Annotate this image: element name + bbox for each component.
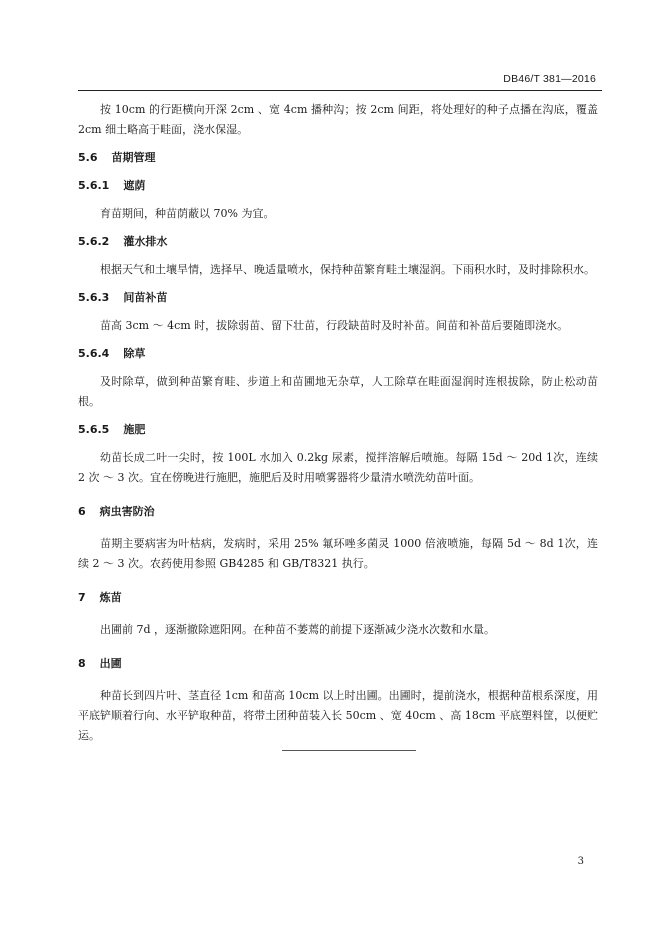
paragraph-pest-control: 苗期主要病害为叶枯病，发病时，采用 25% 氟环唑多菌灵 1000 倍液喷施，每隔 5d ～ 8d 1次，连续 2 ～ 3 次。农药使用参照 GB4285 和 GB/T8321 执行。 (78, 537, 598, 570)
section-title: 施肥 (123, 423, 146, 436)
heading-5-6-3 (78, 288, 598, 308)
section-number: 5.6.2 (78, 235, 110, 248)
heading-8 (78, 654, 598, 674)
section-number: 5.6 (78, 151, 98, 164)
end-of-document-rule (282, 750, 416, 751)
section-number: 5.6.4 (78, 347, 110, 360)
paragraph-weeding: 及时除草，做到种苗繁育畦、步道上和苗圃地无杂草，人工除草在畦面湿润时连根拔除，防止松动苗根。 (78, 375, 598, 408)
document-body (78, 100, 598, 746)
paragraph-sowing: 按 10cm 的行距横向开深 2cm 、宽 4cm 播种沟；按 2cm 间距，将处理好的种子点播在沟底，覆盖 2cm 细土略高于畦面，浇水保湿。 (78, 103, 598, 136)
section-title: 苗期管理 (111, 151, 156, 164)
section-number: 8 (78, 657, 86, 670)
section-title: 病虫害防治 (99, 505, 155, 518)
section-title: 遮荫 (123, 179, 146, 192)
document-code: DB46/T 381—2016 (503, 73, 596, 85)
section-number: 7 (78, 591, 86, 604)
section-number: 5.6.5 (78, 423, 110, 436)
section-title: 灌水排水 (123, 235, 168, 248)
heading-5-6-5 (78, 420, 598, 440)
paragraph-hardening: 出圃前 7d ，逐渐撤除遮阳网。在种苗不萎蔫的前提下逐渐减少浇水次数和水量。 (100, 623, 496, 636)
paragraph-fertilizing: 幼苗长成二叶一尖时，按 100L 水加入 0.2kg 尿素，搅拌溶解后喷施。每隔 15d ～ 20d 1次，连续 2 次 ～ 3 次。宜在傍晚进行施肥，施肥后及时用喷雾器将少量清水喷洗幼苗叶面。 (78, 451, 598, 484)
section-number: 6 (78, 505, 86, 518)
header-rule (78, 90, 602, 91)
heading-5-6-4 (78, 344, 598, 364)
heading-5-6-1 (78, 176, 598, 196)
section-number: 5.6.3 (78, 291, 110, 304)
paragraph-thinning: 苗高 3cm ～ 4cm 时，拔除弱苗、留下壮苗，行段缺苗时及时补苗。间苗和补苗后要随即浇水。 (100, 319, 569, 332)
paragraph-outplanting: 种苗长到四片叶、茎直径 1cm 和苗高 10cm 以上时出圃。出圃时，提前浇水，根据种苗根系深度，用平底铲顺着行向、水平铲取种苗，将带土团种苗装入长 50cm 、宽 40cm 、高 18cm 平底塑料筐，以便贮运。 (78, 689, 598, 742)
section-number: 5.6.1 (78, 179, 110, 192)
heading-7 (78, 588, 598, 608)
paragraph-shading: 育苗期间，种苗荫蔽以 70% 为宜。 (100, 207, 275, 220)
section-title: 间苗补苗 (123, 291, 168, 304)
heading-5-6-2 (78, 232, 598, 252)
section-title: 除草 (123, 347, 146, 360)
section-title: 炼苗 (99, 591, 122, 604)
page-number: 3 (577, 856, 584, 867)
heading-6 (78, 502, 598, 522)
section-title: 出圃 (99, 657, 122, 670)
paragraph-irrigation: 根据天气和土壤旱情，选择早、晚适量喷水，保持种苗繁育畦土壤湿润。下雨积水时，及时排除积水。 (100, 263, 595, 276)
heading-5-6 (78, 148, 598, 168)
